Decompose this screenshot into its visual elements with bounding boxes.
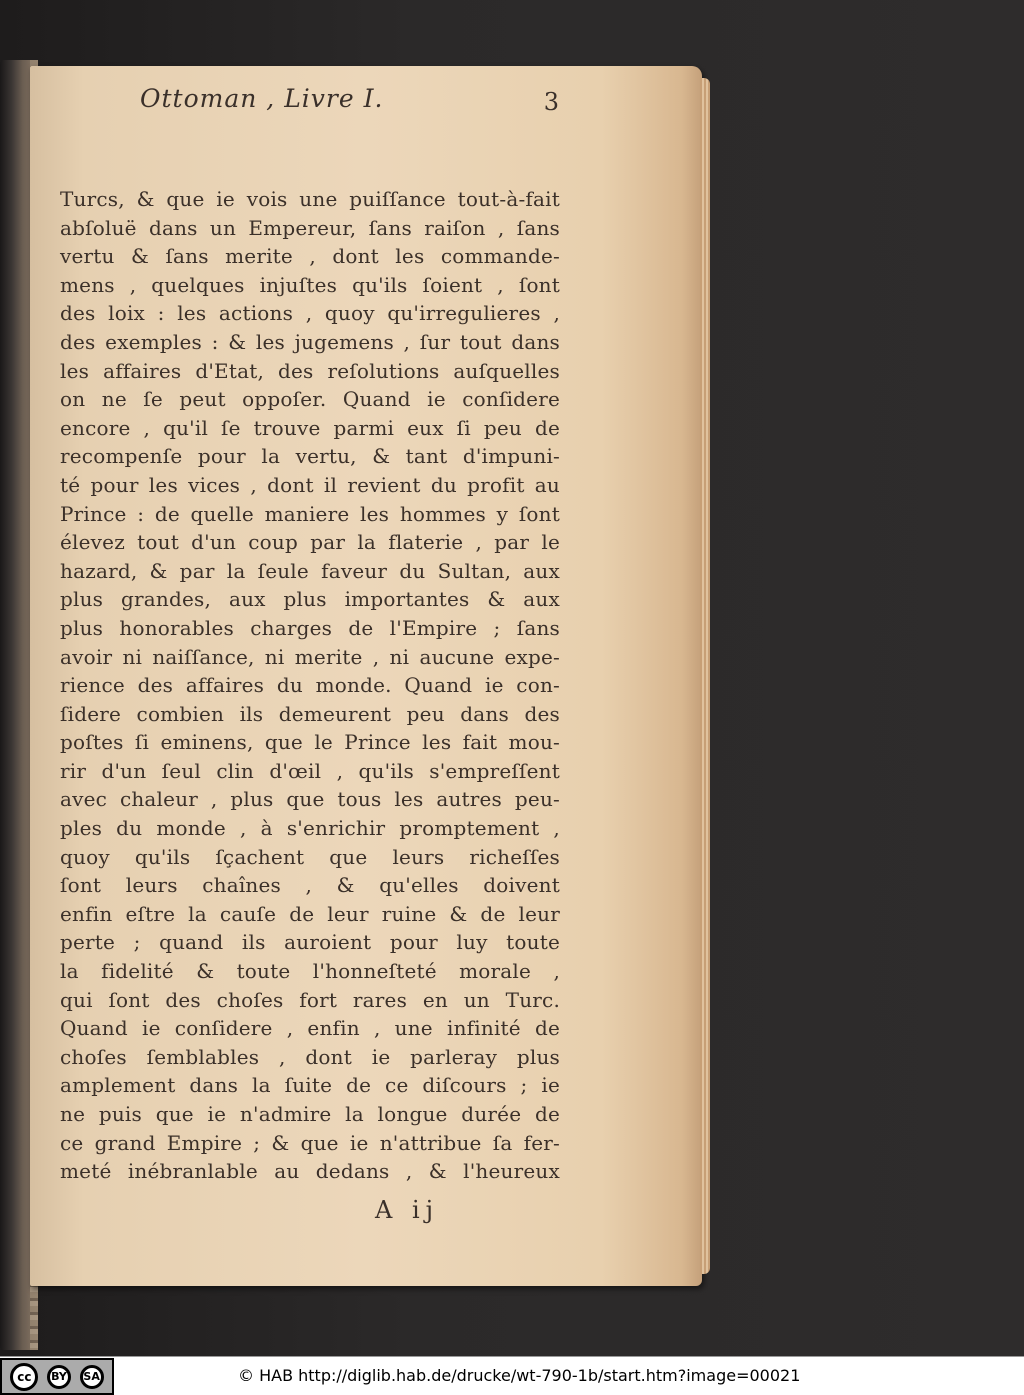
text-line: des loix : les actions , quoy qu'irregulieres ,	[60, 301, 560, 326]
text-line: qui ſont des choſes fort rares en un Turc.	[60, 987, 560, 1012]
text-line: plus grandes, aux plus importantes & aux	[60, 587, 560, 612]
page-number: 3	[543, 88, 560, 116]
text-line: les affaires d'Etat, des reſolutions auſquelles	[60, 358, 560, 383]
text-line: la fidelité & toute l'honneſteté morale ,	[60, 959, 560, 984]
running-title: Ottoman , Livre I.	[140, 84, 384, 113]
text-line: ſidere combien ils demeurent peu dans des	[60, 701, 560, 726]
cc-license-badge[interactable]	[0, 1358, 114, 1395]
body-text	[60, 185, 560, 1186]
text-line: élevez tout d'un coup par la flaterie , par le	[60, 530, 560, 555]
text-line: Turcs, & que ie vois une puiſſance tout-à-fait	[60, 187, 560, 211]
text-line: poſtes ſi eminens, que le Prince les fait mou-	[60, 730, 560, 755]
text-line: encore , qu'il ſe trouve parmi eux ſi peu de	[60, 415, 560, 440]
text-line: plus honorables charges de l'Empire ; ſans	[60, 615, 560, 640]
text-line: recompenſe pour la vertu, & tant d'impuni-	[60, 444, 560, 469]
text-line: on ne ſe peut oppoſer. Quand ie conſidere	[60, 387, 560, 412]
signature-mark: A ij	[375, 1196, 440, 1224]
text-line: meté inébranlable au dedans , & l'heureux	[60, 1159, 560, 1184]
text-line: amplement dans la ſuite de ce diſcours ; ie	[60, 1073, 560, 1098]
text-line: enfin eſtre la cauſe de leur ruine & de leur	[60, 901, 560, 926]
text-line: choſes ſemblables , dont ie parleray plus	[60, 1044, 560, 1069]
text-line: Quand ie conſidere , enfin , une infinité de	[60, 1016, 560, 1041]
text-line: ſont leurs chaînes , & qu'elles doivent	[60, 873, 560, 898]
text-line: rience des affaires du monde. Quand ie con-	[60, 673, 560, 698]
text-line: té pour les vices , dont il revient du profit au	[60, 472, 560, 497]
text-line: ce grand Empire ; & que ie n'attribue ſa fer-	[60, 1130, 560, 1155]
text-line: ples du monde , à s'enrichir promptement ,	[60, 816, 560, 841]
footer-bar	[0, 1356, 1024, 1395]
text-line: vertu & ſans merite , dont les commande-	[60, 244, 560, 269]
text-line: Prince : de quelle maniere les hommes y ſont	[60, 501, 560, 526]
running-header	[140, 84, 560, 114]
text-line: quoy qu'ils ſçachent que leurs richeſſes	[60, 844, 560, 869]
text-line: abſoluë dans un Empereur, ſans raiſon , ſans	[60, 215, 560, 240]
text-line: rir d'un ſeul clin d'œil , qu'ils s'empreſſent	[60, 758, 560, 783]
cc-icon: cc	[10, 1363, 38, 1391]
text-line: avoir ni naiſſance, ni merite , ni aucune expe-	[60, 644, 560, 669]
credit-text: © HAB http://diglib.hab.de/drucke/wt-790-1b/start.htm?image=00021	[238, 1366, 801, 1385]
text-line: hazard, & par la ſeule faveur du Sultan, aux	[60, 558, 560, 583]
text-line: avec chaleur , plus que tous les autres peu-	[60, 787, 560, 812]
text-line: ne puis que ie n'admire la longue durée de	[60, 1102, 560, 1126]
attribution-icon: BY	[47, 1365, 71, 1389]
text-line: perte ; quand ils auroient pour luy toute	[60, 930, 560, 955]
text-line: mens , quelques injuſtes qu'ils ſoient , ſont	[60, 272, 560, 297]
share-alike-icon: SA	[80, 1365, 104, 1389]
page-edges	[700, 78, 710, 1274]
text-line: des exemples : & les jugemens , ſur tout dans	[60, 329, 560, 354]
